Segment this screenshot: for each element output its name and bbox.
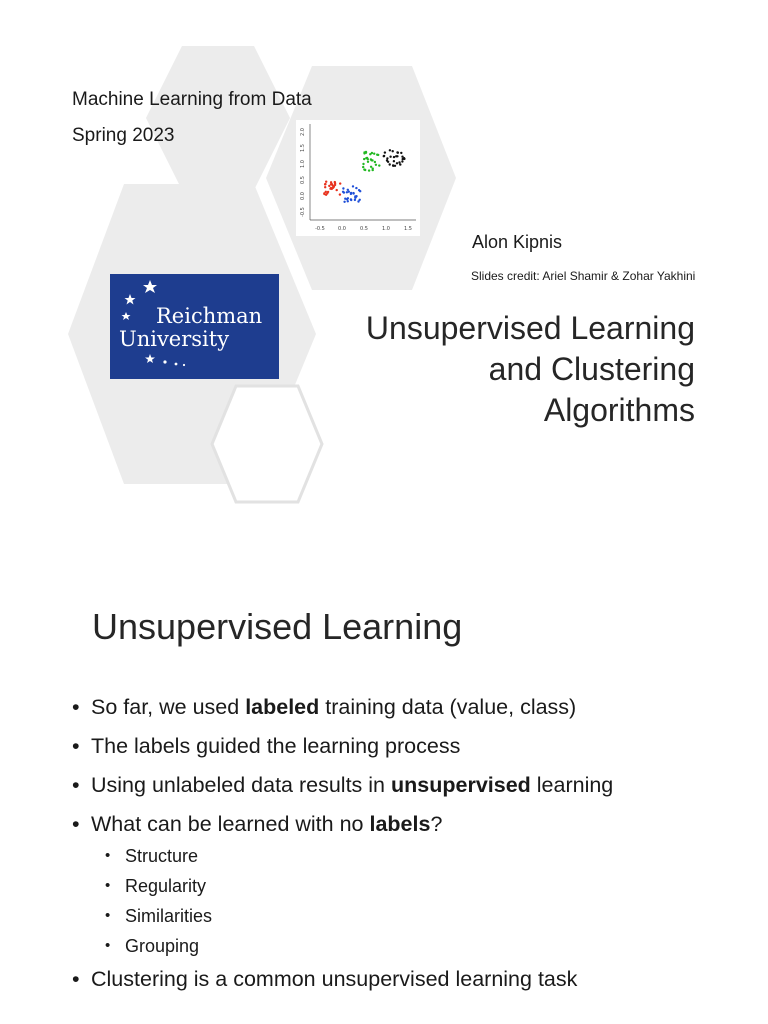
scatter-point (355, 196, 357, 198)
scatter-point (325, 181, 327, 183)
scatter-point (363, 158, 365, 160)
scatter-point (355, 187, 357, 189)
scatter-y-tick-label: -0.5 (300, 207, 306, 217)
scatter-point (371, 159, 373, 161)
scatter-x-tick-label: -0.5 (315, 226, 325, 232)
scatter-point (389, 163, 391, 165)
deck-title (295, 308, 695, 431)
scatter-y-tick-label: 1.5 (300, 144, 306, 152)
scatter-point (336, 189, 338, 191)
bullet-text: training data (value, class) (319, 695, 577, 719)
scatter-point (363, 152, 365, 154)
sub-bullet-list (105, 845, 752, 957)
bullet-bold-text: labeled (245, 695, 320, 719)
scatter-point (401, 160, 403, 162)
university-logo (110, 274, 279, 379)
bullet-text: learning (530, 773, 614, 797)
star-icon (143, 280, 157, 293)
semester: Spring 2023 (72, 125, 175, 146)
scatter-point (324, 186, 326, 188)
scatter-point (375, 164, 377, 166)
slide-title: Unsupervised Learning (92, 606, 463, 647)
scatter-point (378, 164, 380, 166)
bullet-text: ? (430, 812, 443, 836)
bullet-text: Clustering is a common unsupervised learning task (91, 967, 578, 991)
deck-title-line: Unsupervised Learning (365, 310, 695, 346)
scatter-point (359, 199, 361, 201)
scatter-point (330, 181, 332, 183)
sub-bullet-item: • Similarities (105, 905, 752, 927)
scatter-point (339, 193, 341, 195)
deck-title-line: and Clustering (488, 351, 695, 387)
bullet-text: So far, we used (91, 695, 246, 719)
scatter-point (389, 156, 391, 158)
scatter-point (368, 169, 370, 171)
star-icon (122, 312, 131, 320)
bullet-item (72, 733, 752, 759)
slides-credit: Slides credit: Ariel Shamir & Zohar Yakhini (471, 269, 696, 283)
scatter-point (352, 185, 354, 187)
scatter-point (373, 153, 375, 155)
scatter-point (362, 163, 364, 165)
scatter-point (339, 182, 341, 184)
bullet-item (72, 694, 752, 720)
scatter-point (374, 161, 376, 163)
scatter-plot-image (296, 120, 420, 236)
bullet-text: Using unlabeled data results in (91, 773, 391, 797)
scatter-point (350, 199, 352, 201)
scatter-x-tick-label: 1.5 (404, 226, 412, 232)
scatter-point (323, 193, 325, 195)
sub-bullet-item: • Grouping (105, 935, 752, 957)
scatter-point (396, 162, 398, 164)
sub-bullet-item: • Structure (105, 845, 752, 867)
scatter-point (326, 192, 328, 194)
scatter-point (402, 158, 404, 160)
scatter-point (328, 185, 330, 187)
logo-line-1: Reichman (156, 304, 263, 328)
scatter-point (400, 152, 402, 154)
scatter-point (346, 191, 348, 193)
scatter-point (384, 151, 386, 153)
scatter-point (399, 163, 401, 165)
bullet-bold-text: labels (369, 812, 431, 836)
scatter-point (343, 201, 345, 203)
scatter-point (367, 161, 369, 163)
scatter-point (346, 198, 348, 200)
scatter-point (372, 169, 374, 171)
deck-title-line: Algorithms (543, 392, 695, 428)
dot-decoration (183, 364, 185, 366)
scatter-plot-frame (296, 120, 420, 236)
scatter-point (383, 155, 385, 157)
scatter-point (333, 185, 335, 187)
hexagon-shape (146, 46, 290, 190)
bullet-item (72, 966, 752, 992)
dot-decoration (175, 363, 178, 366)
scatter-y-tick-label: 0.0 (300, 192, 306, 200)
scatter-point (365, 157, 367, 159)
scatter-point (376, 154, 378, 156)
star-icon (145, 354, 155, 363)
bullet-bold-text: unsupervised (391, 773, 531, 797)
logo-line-2: University (119, 327, 230, 351)
scatter-x-tick-label: 0.5 (360, 226, 368, 232)
scatter-point (397, 152, 399, 154)
scatter-point (330, 183, 332, 185)
dot-decoration (163, 360, 166, 363)
scatter-point (398, 161, 400, 163)
scatter-y-tick-label: 1.0 (300, 160, 306, 168)
scatter-point (354, 199, 356, 201)
scatter-x-tick-label: 1.0 (382, 226, 390, 232)
scatter-point (369, 153, 371, 155)
scatter-point (392, 150, 394, 152)
scatter-point (350, 192, 352, 194)
scatter-point (342, 187, 344, 189)
bullet-text: The labels guided the learning process (91, 734, 461, 758)
scatter-y-tick-label: 2.0 (300, 128, 306, 136)
bullet-text: What can be learned with no (91, 812, 370, 836)
author-name: Alon Kipnis (472, 232, 563, 252)
scatter-point (392, 165, 394, 167)
scatter-point (389, 149, 391, 151)
scatter-point (364, 169, 366, 171)
scatter-point (395, 155, 397, 157)
bullet-list (72, 694, 752, 1005)
course-name: Machine Learning from Data (72, 89, 312, 110)
scatter-point (329, 188, 331, 190)
scatter-point (358, 189, 360, 191)
scatter-point (324, 183, 326, 185)
scatter-point (352, 192, 354, 194)
scatter-point (386, 157, 388, 159)
scatter-point (393, 160, 395, 162)
scatter-point (342, 191, 344, 193)
scatter-point (370, 166, 372, 168)
scatter-point (387, 161, 389, 163)
scatter-y-tick-label: 0.5 (300, 176, 306, 184)
sub-bullet-item: • Regularity (105, 875, 752, 897)
scatter-point (393, 156, 395, 158)
star-icon (125, 294, 136, 305)
bullet-item (72, 772, 752, 798)
scatter-x-tick-label: 0.0 (338, 226, 346, 232)
bullet-item (72, 811, 752, 957)
scatter-point (362, 166, 364, 168)
